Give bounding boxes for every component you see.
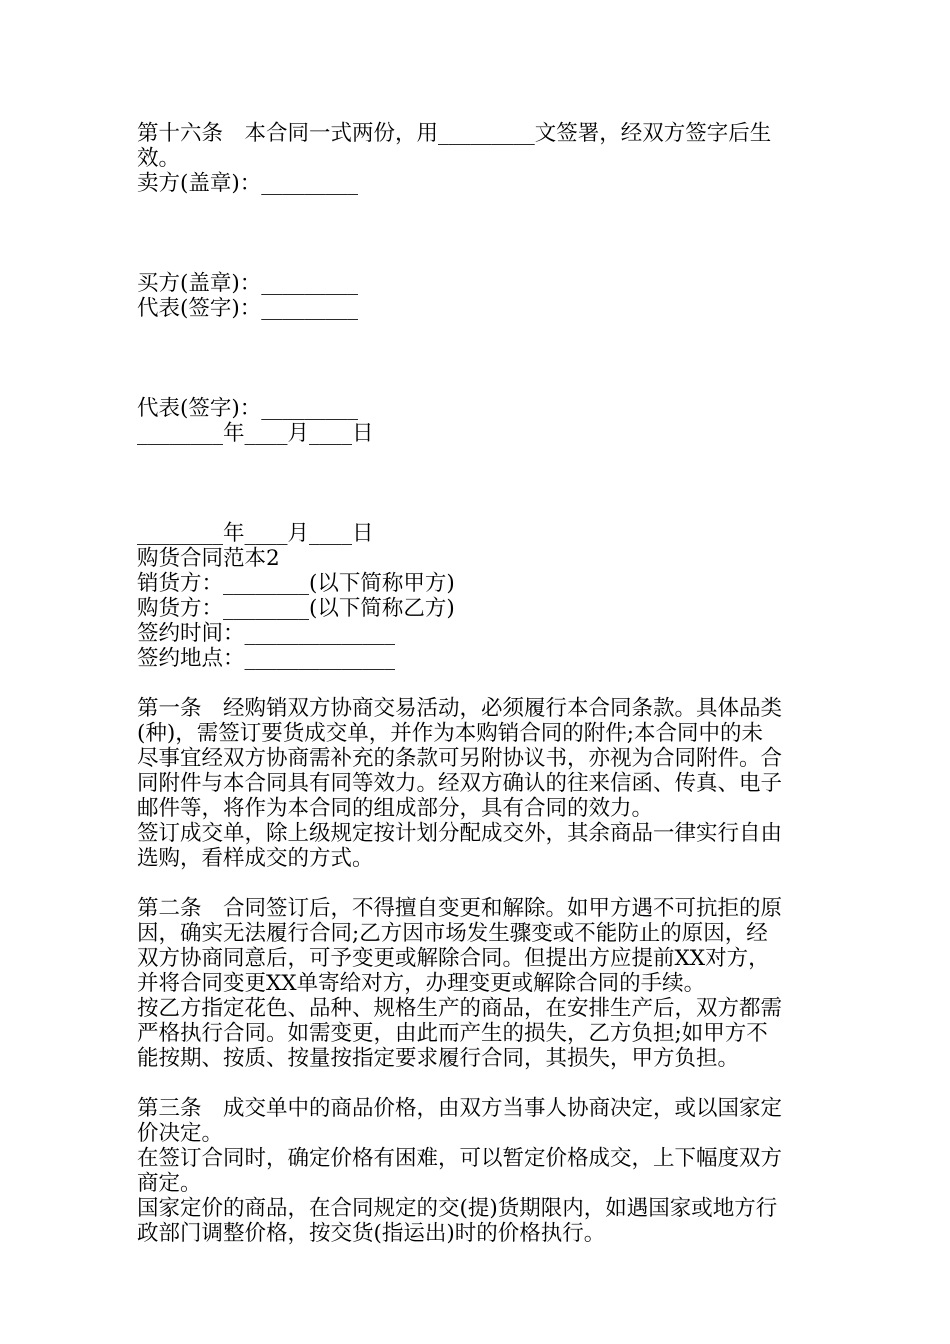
clause-3-line-6: 政部门调整价格，按交货(指运出)时的价格执行。 (137, 1221, 606, 1246)
buyer-party-line: 购货方：________(以下简称乙方) (137, 596, 455, 621)
spacer (137, 671, 817, 696)
date-line-2: ________年____月____日 (137, 521, 374, 546)
clause-16-line-1: 第十六条 本合同一式两份，用_________文签署，经双方签字后生 (137, 121, 772, 146)
representative-signature-line-2: 代表(签字)：_________ (137, 396, 359, 421)
clause-1-line-2: (种)，需签订要货成交单，并作为本购销合同的附件;本合同中的未 (137, 721, 764, 746)
clause-1-line-1: 第一条 经购销双方协商交易活动，必须履行本合同条款。具体品类 (137, 696, 783, 721)
clause-1-line-3: 尽事宜经双方协商需补充的条款可另附协议书，亦视为合同附件。合 (137, 746, 783, 771)
clause-2-line-6: 严格执行合同。如需变更，由此而产生的损失，乙方负担;如甲方不 (137, 1021, 768, 1046)
spacer (137, 1071, 817, 1096)
seller-seal-line: 卖方(盖章)：_________ (137, 171, 359, 196)
clause-2-line-4: 并将合同变更XX单寄给对方，办理变更或解除合同的手续。 (137, 971, 706, 996)
clause-2-line-7: 能按期、按质、按量按指定要求履行合同，其损失，甲方负担。 (137, 1046, 740, 1071)
clause-16-line-2: 效。 (137, 146, 181, 171)
spacer (137, 196, 817, 271)
spacer (137, 446, 817, 521)
document-page (137, 121, 817, 1246)
buyer-seal-line: 买方(盖章)：_________ (137, 271, 359, 296)
clause-2-line-5: 按乙方指定花色、品种、规格生产的商品，在安排生产后，双方都需 (137, 996, 783, 1021)
clause-1-line-4: 同附件与本合同具有同等效力。经双方确认的往来信函、传真、电子 (137, 771, 783, 796)
clause-1-line-7: 选购，看样成交的方式。 (137, 846, 374, 871)
clause-2-line-1: 第二条 合同签订后，不得擅自变更和解除。如甲方遇不可抗拒的原 (137, 896, 783, 921)
representative-signature-line-1: 代表(签字)：_________ (137, 296, 359, 321)
signing-place-line: 签约地点：______________ (137, 646, 396, 671)
clause-3-line-4: 商定。 (137, 1171, 202, 1196)
spacer (137, 871, 817, 896)
clause-3-line-2: 价决定。 (137, 1121, 224, 1146)
clause-1-line-6: 签订成交单，除上级规定按计划分配成交外，其余商品一律实行自由 (137, 821, 783, 846)
spacer (137, 321, 817, 396)
clause-3-line-1: 第三条 成交单中的商品价格，由双方当事人协商决定，或以国家定 (137, 1096, 783, 1121)
seller-party-line: 销货方：________(以下简称甲方) (137, 571, 455, 596)
clause-2-line-2: 因，确实无法履行合同;乙方因市场发生骤变或不能防止的原因，经 (137, 921, 768, 946)
clause-3-line-5: 国家定价的商品，在合同规定的交(提)货期限内，如遇国家或地方行 (137, 1196, 778, 1221)
clause-1-line-5: 邮件等，将作为本合同的组成部分，具有合同的效力。 (137, 796, 654, 821)
clause-2-line-3: 双方协商同意后，可予变更或解除合同。但提出方应提前XX对方， (137, 946, 770, 971)
clause-3-line-3: 在签订合同时，确定价格有困难，可以暂定价格成交，上下幅度双方 (137, 1146, 783, 1171)
signing-time-line: 签约时间：______________ (137, 621, 396, 646)
template-title: 购货合同范本2 (137, 546, 280, 571)
date-line-1: ________年____月____日 (137, 421, 374, 446)
